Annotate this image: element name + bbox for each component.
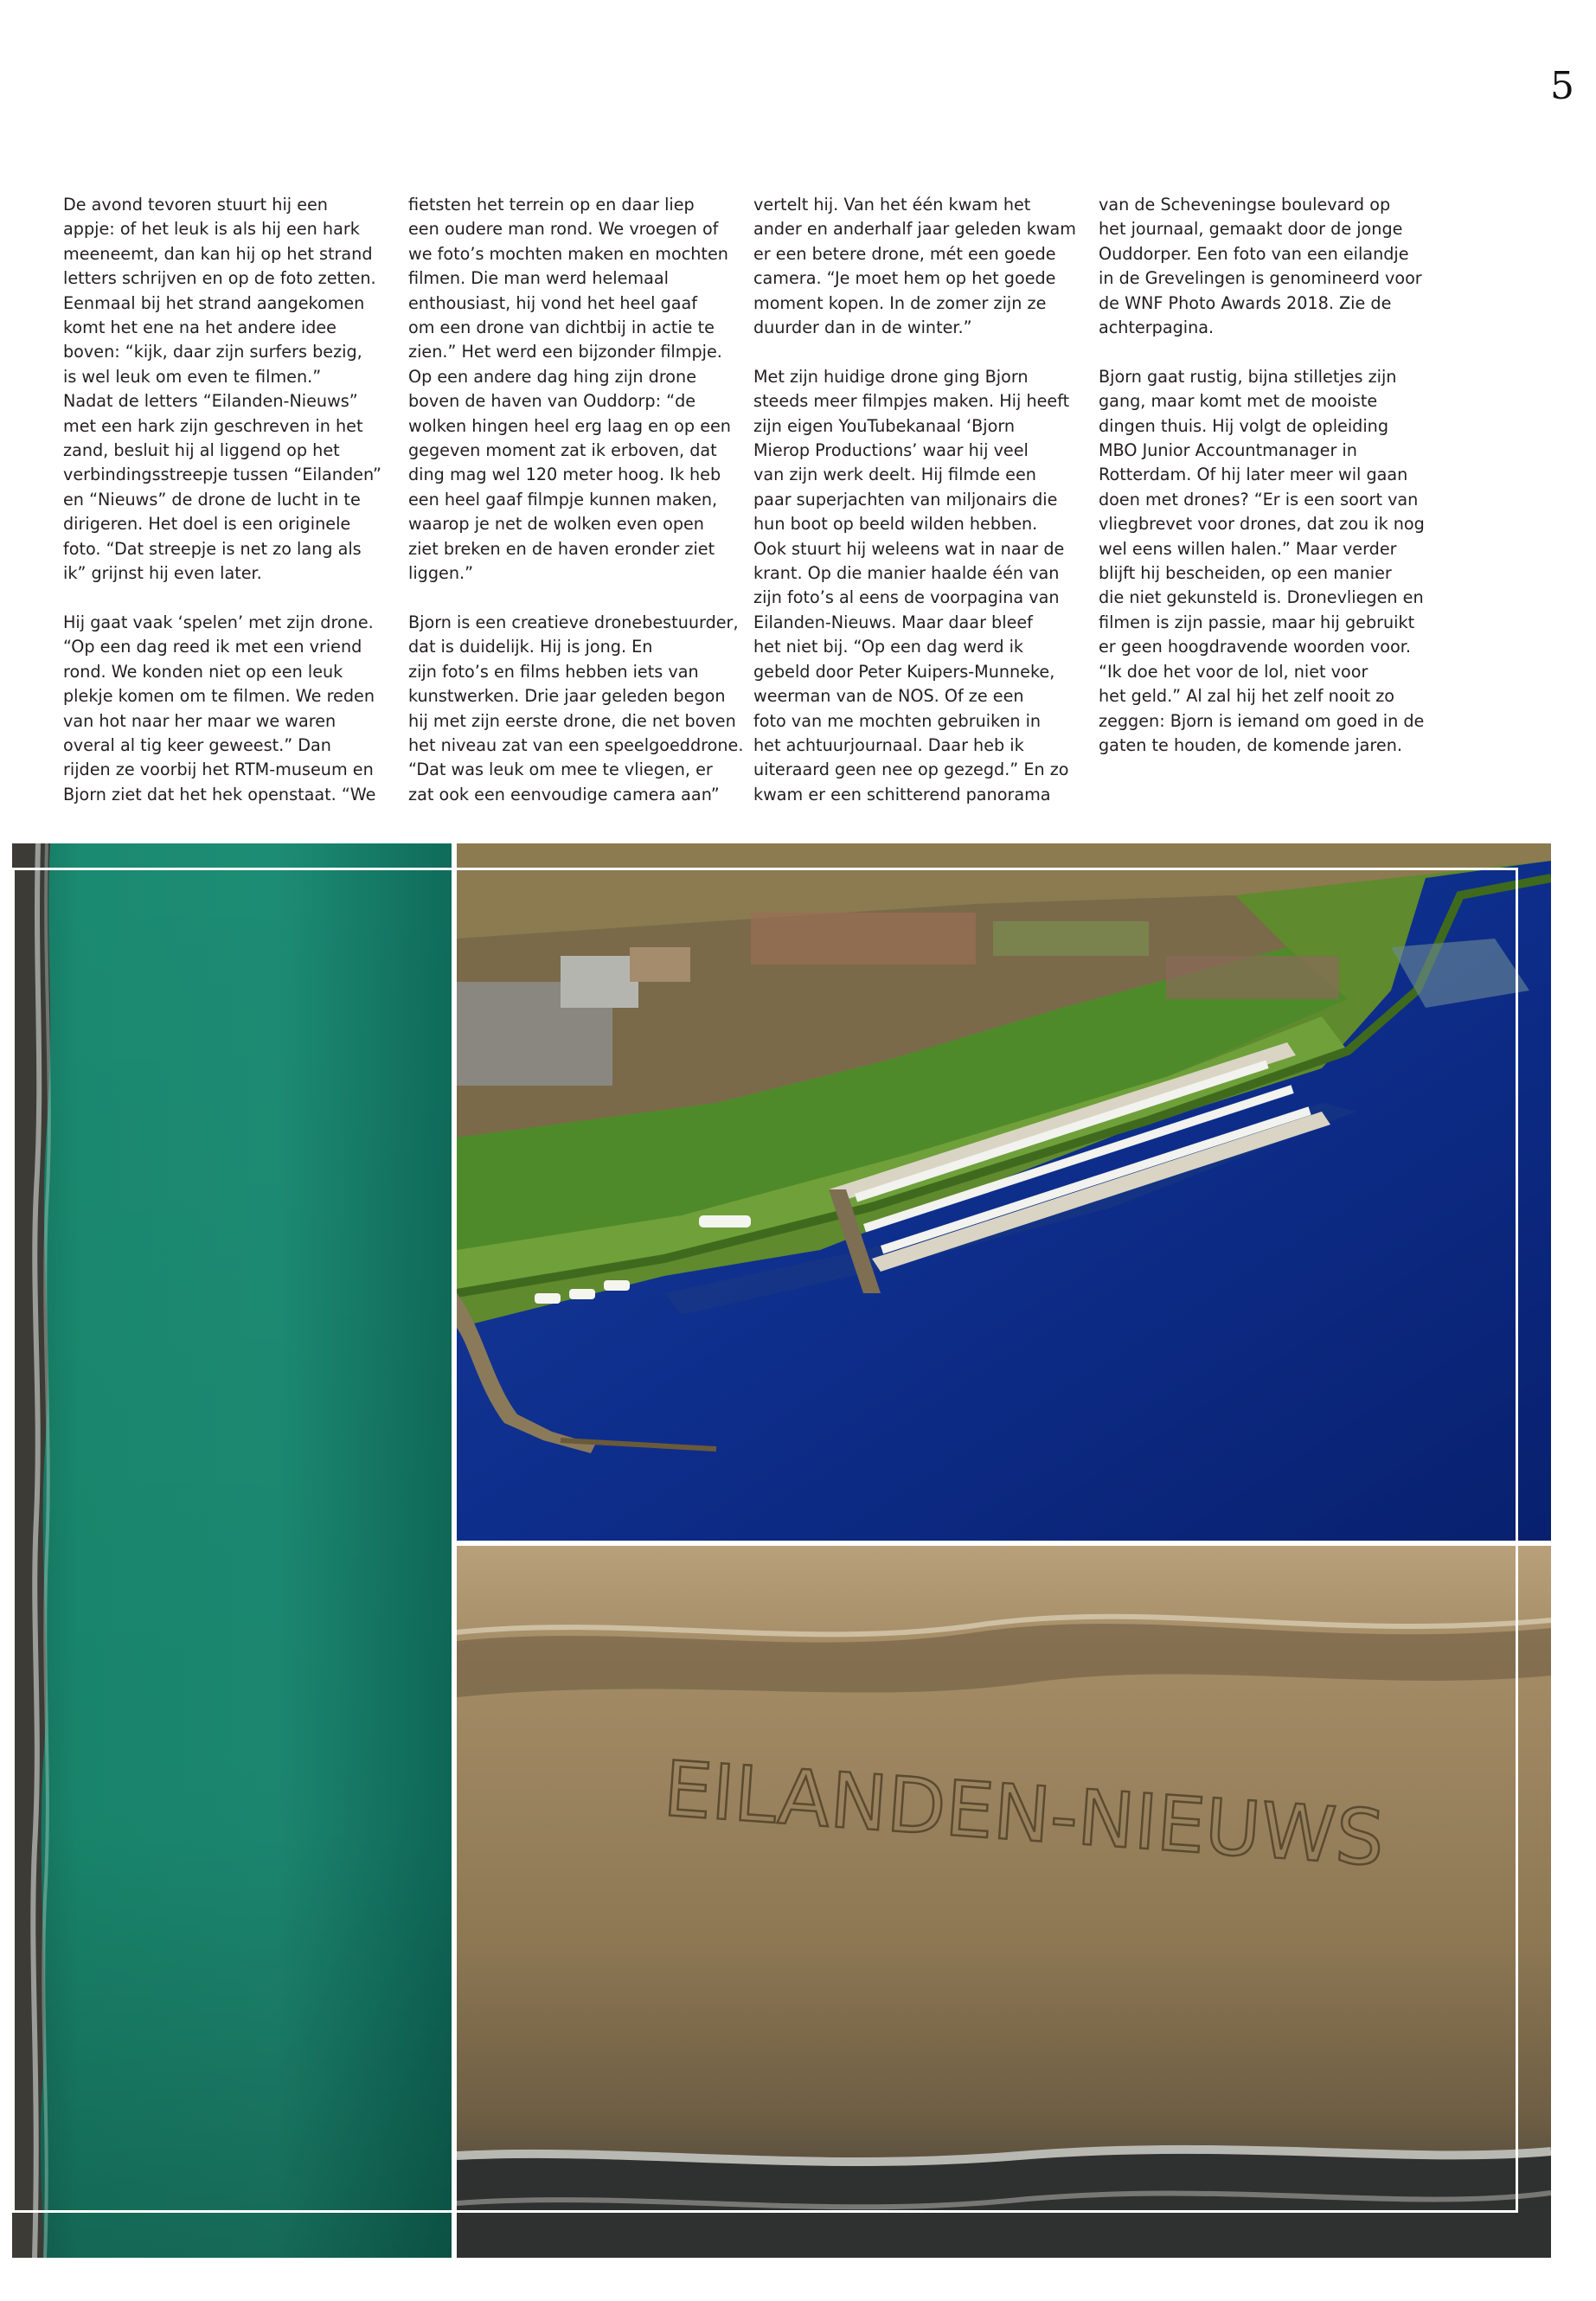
text-line: Eilanden-Nieuws. Maar daar bleef bbox=[753, 612, 1033, 632]
text-line: er geen hoogdravende woorden voor. bbox=[1099, 637, 1411, 657]
text-line: MBO Junior Accountmanager in bbox=[1099, 440, 1357, 461]
text-line: ziet breken en de haven eronder ziet bbox=[408, 538, 715, 559]
text-line: gaten te houden, de komende jaren. bbox=[1099, 734, 1402, 755]
text-line: wolken hingen heel erg laag en op een bbox=[408, 415, 731, 436]
text-line: krant. Op die manier haalde één van bbox=[753, 563, 1060, 584]
text-line: de WNF Photo Awards 2018. Zie de bbox=[1099, 292, 1392, 313]
text-line: Met zijn huidige drone ging Bjorn bbox=[753, 366, 1029, 387]
text-line: Bjorn ziet dat het hek openstaat. “We bbox=[63, 784, 376, 804]
text-line: ding mag wel 120 meter hoog. Ik heb bbox=[408, 465, 721, 485]
text-line: weerman van de NOS. Of ze een bbox=[753, 686, 1024, 707]
article-paragraph bbox=[1099, 193, 1432, 340]
text-line: gang, maar komt met de mooiste bbox=[1099, 391, 1378, 412]
text-line: “Ik doe het voor de lol, niet voor bbox=[1099, 661, 1368, 682]
text-line: is wel leuk om even te filmen.” bbox=[63, 366, 322, 387]
text-line: plekje komen om te filmen. We reden bbox=[63, 686, 375, 707]
text-line: fietsten het terrein op en daar liep bbox=[408, 195, 695, 215]
text-line: en “Nieuws” de drone de lucht in te bbox=[63, 489, 361, 510]
text-line: zien.” Het werd een bijzonder filmpje. bbox=[408, 342, 722, 362]
text-line: die niet gekunsteld is. Dronevliegen en bbox=[1099, 587, 1424, 608]
text-line: zijn eigen YouTubekanaal ‘Bjorn bbox=[753, 415, 1016, 436]
text-line: duurder dan in de winter.” bbox=[753, 317, 972, 338]
text-line: hun boot op beeld wilden hebben. bbox=[753, 514, 1038, 535]
aerial-sea-photo bbox=[12, 843, 453, 2258]
article-column-1 bbox=[63, 193, 396, 807]
text-line: zand, besluit hij al liggend op het bbox=[63, 440, 340, 461]
text-line: het niet bij. “Op een dag werd ik bbox=[753, 637, 1024, 657]
text-line: Ook stuurt hij weleens wat in naar de bbox=[753, 538, 1065, 559]
text-line: steeds meer filmpjes maken. Hij heeft bbox=[753, 391, 1070, 412]
text-line: achterpagina. bbox=[1099, 317, 1215, 338]
text-line: De avond tevoren stuurt hij een bbox=[63, 195, 328, 215]
text-line: ander en anderhalf jaar geleden kwam bbox=[753, 219, 1076, 240]
text-line: foto van me mochten gebruiken in bbox=[753, 710, 1042, 731]
article-column-3 bbox=[753, 193, 1086, 807]
text-line: Ouddorper. Een foto van een eilandje bbox=[1099, 243, 1409, 264]
text-line: letters schrijven en op de foto zetten. bbox=[63, 268, 376, 289]
frame-line-top bbox=[12, 868, 1518, 870]
text-line: komt het ene na het andere idee bbox=[63, 317, 337, 338]
text-line: uiteraard geen nee op gezegd.” En zo bbox=[753, 760, 1069, 780]
text-line: “Dat was leuk om mee te vliegen, er bbox=[408, 760, 713, 780]
text-line: een oudere man rond. We vroegen of bbox=[408, 219, 719, 240]
text-line: Mierop Productions’ waar hij veel bbox=[753, 440, 1029, 461]
text-line: gebeld door Peter Kuipers-Munneke, bbox=[753, 661, 1055, 682]
text-line: kwam er een schitterend panorama bbox=[753, 784, 1051, 804]
text-line: zat ook een eenvoudige camera aan” bbox=[408, 784, 720, 804]
text-line: ik” grijnst hij even later. bbox=[63, 563, 262, 584]
article-paragraph bbox=[408, 193, 741, 586]
text-line: het niveau zat van een speelgoeddrone. bbox=[408, 734, 744, 755]
article-column-4 bbox=[1099, 193, 1432, 758]
text-line: met een hark zijn geschreven in het bbox=[63, 415, 363, 436]
text-line: zijn foto’s en films hebben iets van bbox=[408, 661, 699, 682]
aerial-beach-photo bbox=[457, 1546, 1551, 2258]
text-line: Nadat de letters “Eilanden-Nieuws” bbox=[63, 391, 358, 412]
text-line: kunstwerken. Drie jaar geleden begon bbox=[408, 686, 726, 707]
text-line: van zijn werk deelt. Hij filmde een bbox=[753, 465, 1036, 485]
text-line: dat is duidelijk. Hij is jong. En bbox=[408, 637, 653, 657]
text-line: enthousiast, hij vond het heel gaaf bbox=[408, 292, 698, 313]
sand-writing-text: EILANDEN-NIEUWS bbox=[661, 1744, 1388, 1883]
text-line: zijn foto’s al eens de voorpagina van bbox=[753, 587, 1060, 608]
text-line: rond. We konden niet op een leuk bbox=[63, 661, 343, 682]
text-line: verbindingsstreepje tussen “Eilanden” bbox=[63, 465, 381, 485]
text-line: filmen. Die man werd helemaal bbox=[408, 268, 669, 289]
text-line: dingen thuis. Hij volgt de opleiding bbox=[1099, 415, 1389, 436]
text-line: om een drone van dichtbij in actie te bbox=[408, 317, 715, 338]
text-line: boven de haven van Ouddorp: “de bbox=[408, 391, 696, 412]
text-line: vertelt hij. Van het één kwam het bbox=[753, 195, 1031, 215]
article-paragraph bbox=[408, 611, 744, 807]
text-line: Bjorn gaat rustig, bijna stilletjes zijn bbox=[1099, 366, 1397, 387]
text-line: “Op een dag reed ik met een vriend bbox=[63, 637, 362, 657]
text-line: filmen is zijn passie, maar hij gebruikt bbox=[1099, 612, 1415, 632]
frame-line-left bbox=[12, 868, 15, 2213]
photo-divider-horizontal bbox=[452, 1541, 1551, 1546]
photo-divider-vertical bbox=[452, 843, 457, 2258]
text-line: een heel gaaf filmpje kunnen maken, bbox=[408, 489, 718, 510]
text-line: Eenmaal bij het strand aangekomen bbox=[63, 292, 365, 313]
text-line: het achtuurjournaal. Daar heb ik bbox=[753, 734, 1024, 755]
text-line: hij met zijn eerste drone, die net boven bbox=[408, 710, 736, 731]
text-line: wel eens willen halen.” Maar verder bbox=[1099, 538, 1397, 559]
text-line: in de Grevelingen is genomineerd voor bbox=[1099, 268, 1422, 289]
text-line: zeggen: Bjorn is iemand om goed in de bbox=[1099, 710, 1425, 731]
text-line: gegeven moment zat ik erboven, dat bbox=[408, 440, 717, 461]
text-line: dirigeren. Het doel is een originele bbox=[63, 514, 351, 535]
text-line: we foto’s mochten maken en mochten bbox=[408, 243, 728, 264]
text-line: appje: of het leuk is als hij een hark bbox=[63, 219, 360, 240]
aerial-harbour-photo bbox=[457, 843, 1551, 1542]
text-line: er een betere drone, mét een goede bbox=[753, 243, 1056, 264]
text-line: meeneemt, dan kan hij op het strand bbox=[63, 243, 373, 264]
page-number: 5 bbox=[1550, 64, 1574, 108]
article-paragraph bbox=[63, 193, 396, 586]
text-line: het journaal, gemaakt door de jonge bbox=[1099, 219, 1403, 240]
text-line: liggen.” bbox=[408, 563, 474, 584]
frame-line-bottom bbox=[12, 2210, 1518, 2213]
text-line: waarop je net de wolken even open bbox=[408, 514, 704, 535]
article-paragraph bbox=[753, 193, 1086, 340]
article-paragraph bbox=[1099, 365, 1432, 759]
article-paragraph bbox=[753, 365, 1086, 807]
text-line: boven: “kijk, daar zijn surfers bezig, bbox=[63, 342, 362, 362]
text-line: camera. “Je moet hem op het goede bbox=[753, 268, 1056, 289]
text-line: rijden ze voorbij het RTM-museum en bbox=[63, 760, 374, 780]
text-line: moment kopen. In de zomer zijn ze bbox=[753, 292, 1047, 313]
text-line: foto. “Dat streepje is net zo lang als bbox=[63, 538, 362, 559]
text-line: van hot naar her maar we waren bbox=[63, 710, 337, 731]
text-line: van de Scheveningse boulevard op bbox=[1099, 195, 1391, 215]
text-line: het geld.” Al zal hij het zelf nooit zo bbox=[1099, 686, 1395, 707]
article-column-2 bbox=[408, 193, 744, 807]
text-line: doen met drones? “Er is een soort van bbox=[1099, 489, 1419, 510]
article-paragraph bbox=[63, 611, 396, 807]
text-line: Rotterdam. Of hij later meer wil gaan bbox=[1099, 465, 1408, 485]
text-line: Bjorn is een creatieve dronebestuurder, bbox=[408, 612, 739, 632]
text-line: Hij gaat vaak ‘spelen’ met zijn drone. bbox=[63, 612, 374, 632]
text-line: blijft hij bescheiden, op een manier bbox=[1099, 563, 1392, 584]
text-line: overal al tig keer geweest.” Dan bbox=[63, 734, 331, 755]
text-line: Op een andere dag hing zijn drone bbox=[408, 366, 697, 387]
text-line: paar superjachten van miljonairs die bbox=[753, 489, 1058, 510]
text-line: vliegbrevet voor drones, dat zou ik nog bbox=[1099, 514, 1425, 535]
